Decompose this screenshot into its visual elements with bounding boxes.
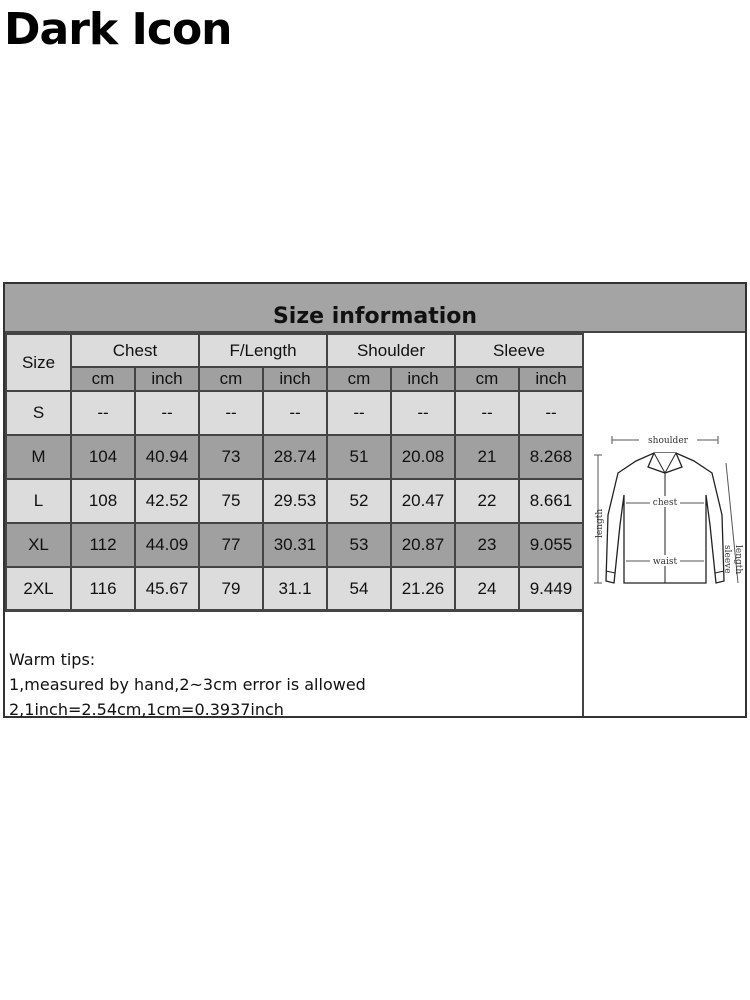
size-cell: M (6, 435, 71, 479)
unit-cell: cm (327, 367, 391, 391)
value-cell: 54 (327, 567, 391, 611)
value-cell: 75 (199, 479, 263, 523)
value-cell: 51 (327, 435, 391, 479)
value-cell: 40.94 (135, 435, 199, 479)
value-cell: 31.1 (263, 567, 327, 611)
value-cell: -- (455, 391, 519, 435)
value-cell: -- (263, 391, 327, 435)
size-cell: S (6, 391, 71, 435)
brand-logo: Dark Icon (4, 4, 232, 55)
value-cell: -- (71, 391, 135, 435)
value-cell: 22 (455, 479, 519, 523)
shoulder-label: shoulder (648, 436, 688, 446)
size-chart (3, 282, 747, 718)
length-header: F/Length (199, 334, 327, 367)
size-header: Size (6, 334, 71, 391)
value-cell: 9.449 (519, 567, 583, 611)
value-cell: 79 (199, 567, 263, 611)
length-label: length (595, 508, 605, 538)
table-row (6, 479, 583, 523)
value-cell: -- (199, 391, 263, 435)
unit-cell: cm (455, 367, 519, 391)
value-cell: 28.74 (263, 435, 327, 479)
tips-line: 2,1inch=2.54cm,1cm=0.3937inch (9, 700, 284, 719)
value-cell: 30.31 (263, 523, 327, 567)
size-cell: XL (6, 523, 71, 567)
tips-line: 1,measured by hand,2~3cm error is allowed (9, 675, 366, 694)
size-cell: L (6, 479, 71, 523)
value-cell: 42.52 (135, 479, 199, 523)
value-cell: 9.055 (519, 523, 583, 567)
size-chart-title-bar (5, 284, 745, 333)
value-cell: 52 (327, 479, 391, 523)
value-cell: -- (135, 391, 199, 435)
unit-cell: cm (71, 367, 135, 391)
unit-cell: inch (519, 367, 583, 391)
value-cell: 24 (455, 567, 519, 611)
value-cell: 53 (327, 523, 391, 567)
value-cell: 29.53 (263, 479, 327, 523)
value-cell: -- (327, 391, 391, 435)
value-cell: 116 (71, 567, 135, 611)
tips-heading: Warm tips: (9, 650, 96, 669)
value-cell: -- (391, 391, 455, 435)
sleeve-header: Sleeve (455, 334, 583, 367)
sleeve-length-label: length (733, 545, 743, 575)
value-cell: 8.661 (519, 479, 583, 523)
value-cell: 104 (71, 435, 135, 479)
value-cell: 44.09 (135, 523, 199, 567)
size-chart-title: Size information (272, 304, 478, 329)
value-cell: 108 (71, 479, 135, 523)
value-cell: 8.268 (519, 435, 583, 479)
unit-cell: cm (199, 367, 263, 391)
warm-tips (5, 609, 582, 719)
waist-label: waist (652, 557, 678, 567)
shoulder-header: Shoulder (327, 334, 455, 367)
unit-cell: inch (135, 367, 199, 391)
table-row (6, 391, 583, 435)
size-table (5, 333, 584, 612)
table-row (6, 523, 583, 567)
value-cell: 73 (199, 435, 263, 479)
unit-cell: inch (391, 367, 455, 391)
measurement-figure (582, 333, 745, 716)
value-cell: 45.67 (135, 567, 199, 611)
chest-header: Chest (71, 334, 199, 367)
value-cell: 23 (455, 523, 519, 567)
value-cell: -- (519, 391, 583, 435)
table-row (6, 435, 583, 479)
value-cell: 21 (455, 435, 519, 479)
size-cell: 2XL (6, 567, 71, 611)
value-cell: 20.47 (391, 479, 455, 523)
value-cell: 77 (199, 523, 263, 567)
value-cell: 20.87 (391, 523, 455, 567)
value-cell: 112 (71, 523, 135, 567)
sleeve-label: sleeve (722, 545, 732, 574)
value-cell: 20.08 (391, 435, 455, 479)
chest-label: chest (652, 498, 678, 508)
shirt-measurement-icon (584, 433, 745, 608)
value-cell: 21.26 (391, 567, 455, 611)
table-row (6, 567, 583, 611)
unit-cell: inch (263, 367, 327, 391)
